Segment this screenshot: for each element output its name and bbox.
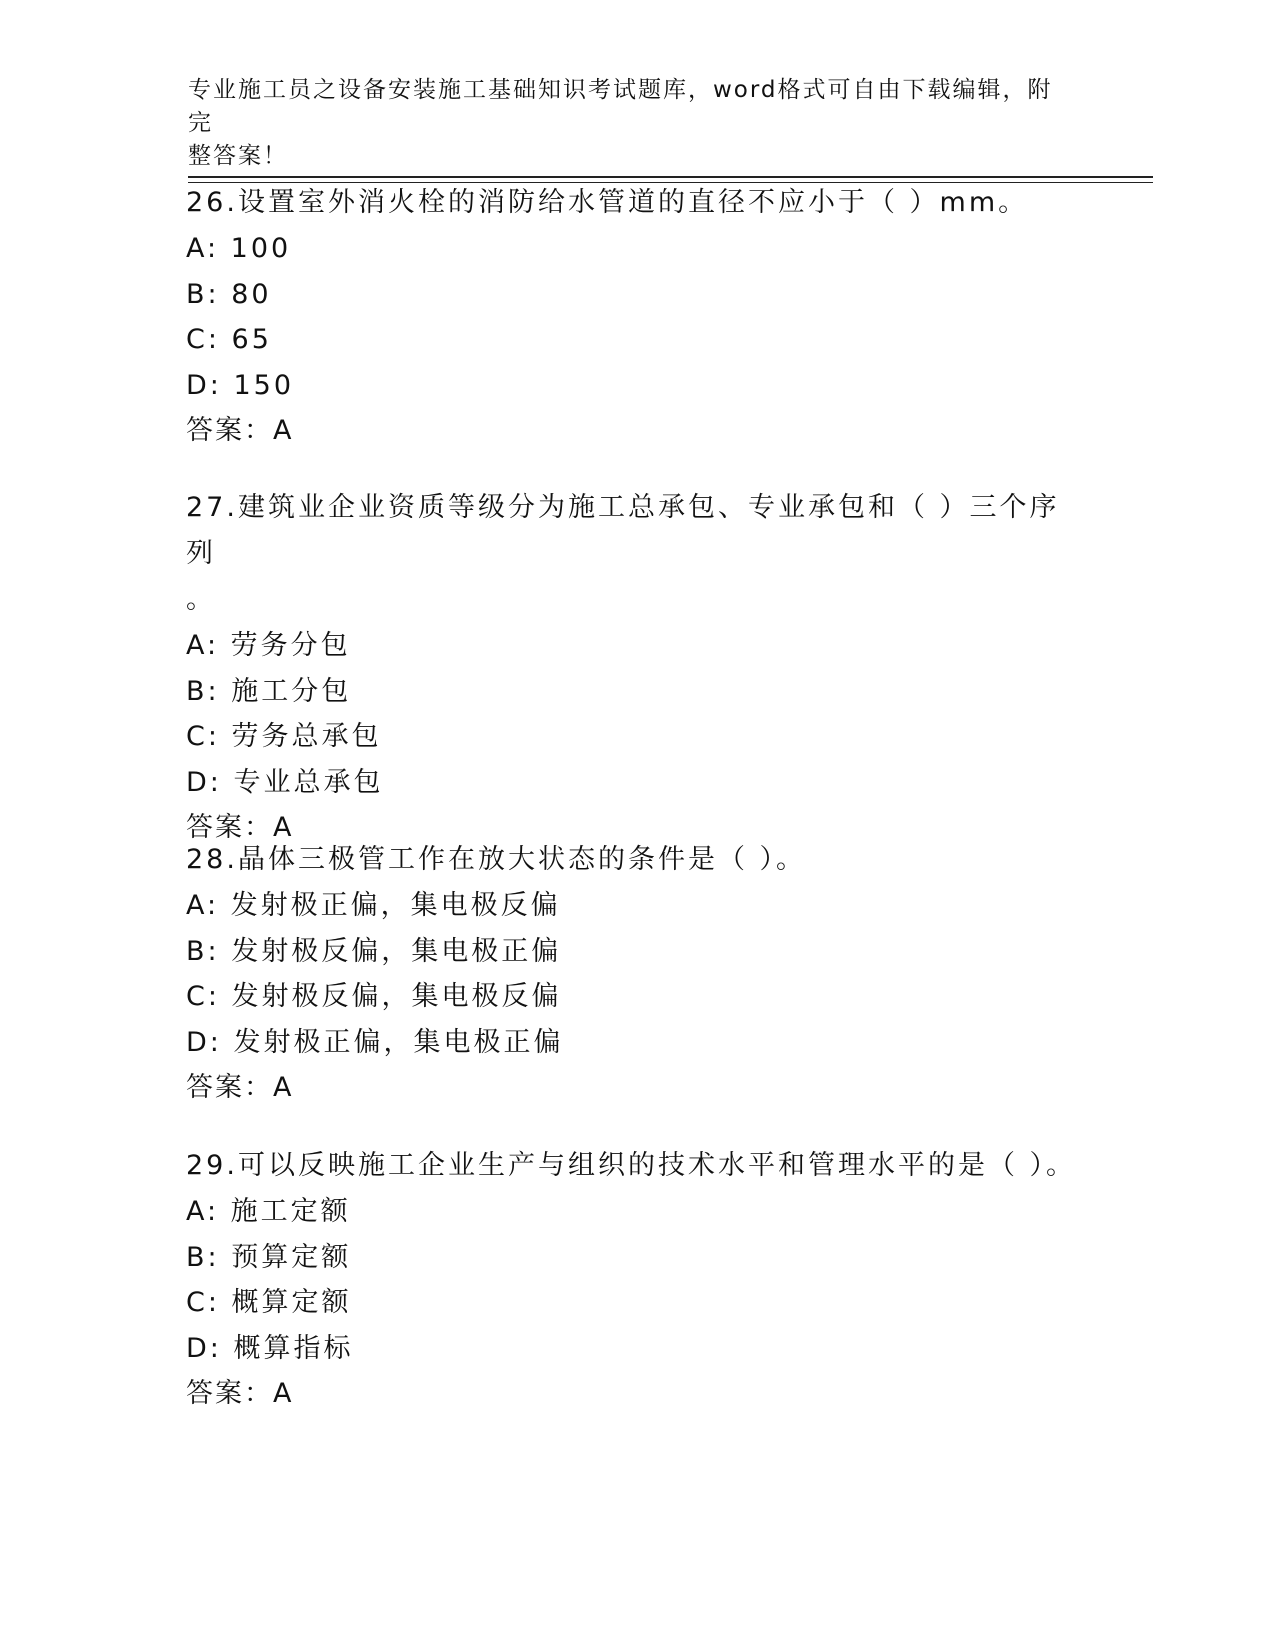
question-stem: 27.建筑业企业资质等级分为施工总承包、专业承包和（ ）三个序列 [186,492,1060,569]
question-stem: 29.可以反映施工企业生产与组织的技术水平和管理水平的是（ ）。 [186,1150,1077,1181]
option-a: A: 100 [186,233,292,264]
answer-label: 答案： [186,1072,273,1103]
header-line-1: 专业施工员之设备安装施工基础知识考试题库，word格式可自由下载编辑，附完 [188,77,1053,136]
option-b: B: 80 [186,278,272,310]
question-stem: 28.晶体三极管工作在放大状态的条件是（ ）。 [186,844,807,875]
option-b: B: 发射极反偏，集电极正偏 [186,935,562,967]
option-d: D: 发射极正偏，集电极正偏 [186,1026,564,1058]
option-b: B: 施工分包 [186,675,352,707]
answer-label: 答案： [186,415,273,446]
question-26 [186,180,1086,454]
answer-label: 答案： [186,1378,273,1409]
header-divider-thick [188,176,1153,178]
answer-value: A [273,1378,292,1409]
option-d: D: 150 [186,369,295,401]
option-a: A: 劳务分包 [186,630,351,661]
option-c: C: 劳务总承包 [186,721,382,752]
option-b: B: 预算定额 [186,1241,352,1273]
option-c: C: 发射极反偏，集电极反偏 [186,981,562,1012]
answer-line [186,408,1086,454]
option-a: A: 施工定额 [186,1196,351,1227]
question-27 [186,485,1086,851]
document-header [188,74,1068,173]
answer-value: A [273,415,292,446]
header-line-2: 整答案！ [188,143,288,169]
answer-label: 答案： [186,812,273,843]
answer-value: A [273,812,292,843]
question-stem: 26.设置室外消火栓的消防给水管道的直径不应小于（ ）mm。 [186,187,1029,218]
answer-line [186,1065,1086,1111]
answer-line [186,1371,1086,1417]
question-stem-continuation: 。 [186,584,213,615]
option-a: A: 发射极正偏，集电极反偏 [186,890,561,921]
question-28 [186,837,1086,1111]
option-d: D: 概算指标 [186,1332,354,1364]
option-c: C: 65 [186,324,272,355]
question-29 [186,1143,1086,1417]
answer-value: A [273,1072,292,1103]
option-c: C: 概算定额 [186,1287,352,1318]
option-d: D: 专业总承包 [186,766,384,798]
